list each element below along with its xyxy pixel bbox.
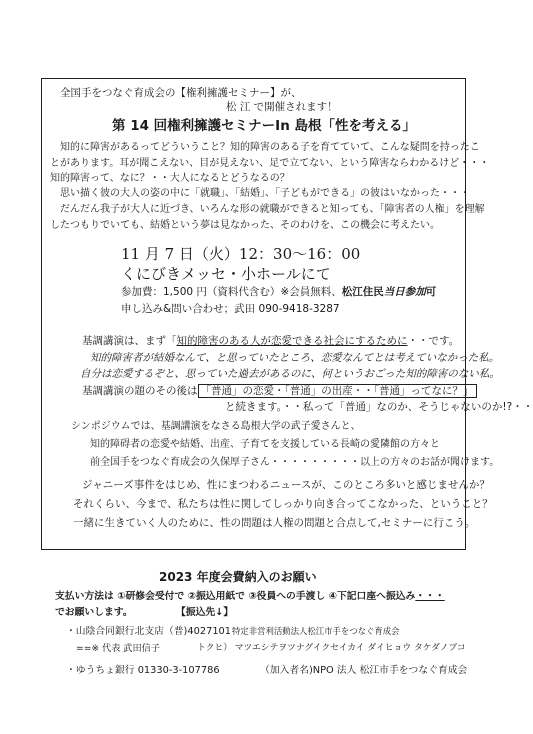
intro-line-1: 全国手をつなぐ育成会の【権利擁護セミナー】が、 [60, 87, 302, 99]
bank-account-1-rep: ==※ 代表 武田信子 [76, 643, 161, 654]
payment-methods-text: 支払い方法は ①研修会受付で ②振込用紙で ③役員への手渡し ④下記口座へ振込み [55, 591, 416, 602]
fee-ok: 可 [425, 286, 437, 298]
keynote-subtitle-box: 「普通」の恋愛・「普通」の出産・・「普通」ってなに？」 [198, 384, 477, 398]
quote-line-2: 自分は恋愛するぞと、思っていた過去があるのに、何というおごった知的障害のない私。 [80, 368, 500, 380]
payment-request: でお願いします。 [55, 607, 133, 618]
closing-line-1: ジャニーズ事件をはじめ、性にまつわるニュースが、このところ多いと感じませんか？ [82, 479, 490, 491]
para3-line-2: したつもりでいても、結婚という夢は見なかった、そのわけを、この機会に考えたい。 [50, 220, 440, 231]
seminar-notice-box [41, 78, 533, 550]
seminar-title: 第 14 回権利擁護セミナーIn 島根「性を考える」 [112, 118, 417, 134]
para1-line-1: 知的に障害があるってどういうこと？知的障害のある子を育てていて、こんな疑問を持ったこ [60, 142, 480, 153]
fee-heading: 2023 年度会費納入のお願い [159, 570, 317, 584]
event-date: 11 月 7 日（火）12：30～16：00 [121, 245, 361, 263]
bank-account-1-kana: トクヒ） マツエシテヲツナグイクセイカイ ダイヒョウ タケダノブコ [197, 643, 466, 653]
para1-line-3: 知的障害って、なに？・・大人になるとどうなるの？ [50, 173, 290, 184]
closing-line-3: 一緒に生きていく人のために、性の問題は人権の問題と合点して,セミナーに行こう。 [73, 517, 476, 529]
keynote-suffix: ・・です。 [407, 335, 460, 347]
fee-text: 参加費：1,500 円（資料代含む）※会員無料、 [121, 286, 342, 298]
payment-methods [55, 590, 445, 603]
keynote-subtitle-cont: と続きます。・・私って「普通」なのか、そうじゃないのか!?・・ [225, 401, 533, 413]
transfer-destination: 【振込先↓】 [176, 607, 234, 618]
contact-info: 申し込み&問い合わせ；武田 090-9418-3287 [121, 303, 340, 315]
symposium-line-1: シンポジウムでは、基調講演をなさる島根大学の武子愛さんと、 [71, 421, 361, 432]
keynote-subtitle-line [82, 385, 477, 398]
keynote-line [82, 335, 459, 348]
postal-account: ・ゆうちょ銀行 01330-3-107786 [66, 665, 220, 676]
postal-account-holder: （加入者名)NPO 法人 松江市手をつなぐ育成会 [260, 665, 468, 676]
participation-fee [121, 286, 436, 299]
intro-line-2: 松 江 で開催されます！ [226, 101, 338, 113]
closing-line-2: それくらい、今まで、私たちは性に関してしっかり向き合ってこなかった、ということ？ [73, 498, 493, 510]
bank-account-1-holder: 特定非営利活動法人松江市手をつなぐ育成会 [232, 626, 400, 636]
bank-account-1: ・山陰合同銀行北支店（普)4027101 [66, 626, 232, 637]
fee-resident: 松江住民 [341, 286, 384, 298]
keynote-prefix: 基調講演は、まず「 [82, 335, 177, 347]
event-venue: くにびきメッセ・小ホールにて [121, 265, 331, 283]
keynote-subtitle-prefix: 基調講演の題のその後は [82, 385, 198, 397]
keynote-topic: 知的障害のある人が恋愛できる社会にするために [176, 335, 408, 347]
payment-methods-dots: ・・・ [415, 591, 445, 602]
para2-line-1: 思い描く彼の大人の姿の中に「就職」、「結婚」、「子どもができる」の彼はいなかった・・・ [60, 188, 470, 199]
symposium-line-3: 前全国手をつなぐ育成会の久保厚子さん・・・・・・・・・以上の方々のお話が聞けます。 [90, 457, 500, 468]
fee-same-day: 当日参加 [383, 286, 426, 298]
para1-line-2: とがあります。耳が聞こえない、目が見えない、足で立てない、という障害ならわかるけど・・・ [50, 158, 490, 169]
para3-line-1: だんだん我子が大人に近づき、いろんな形の就職ができると知っても、「障害者の人権」を理解 [60, 204, 485, 215]
quote-line-1: 知的障害者が結婚なんて、と思っていたところ、恋愛なんてとは考えていなかった私。 [90, 352, 500, 364]
symposium-line-2: 知的障碍者の恋愛や結婚、出産、子育てを支援している長崎の愛隣館の方々と [90, 439, 440, 450]
